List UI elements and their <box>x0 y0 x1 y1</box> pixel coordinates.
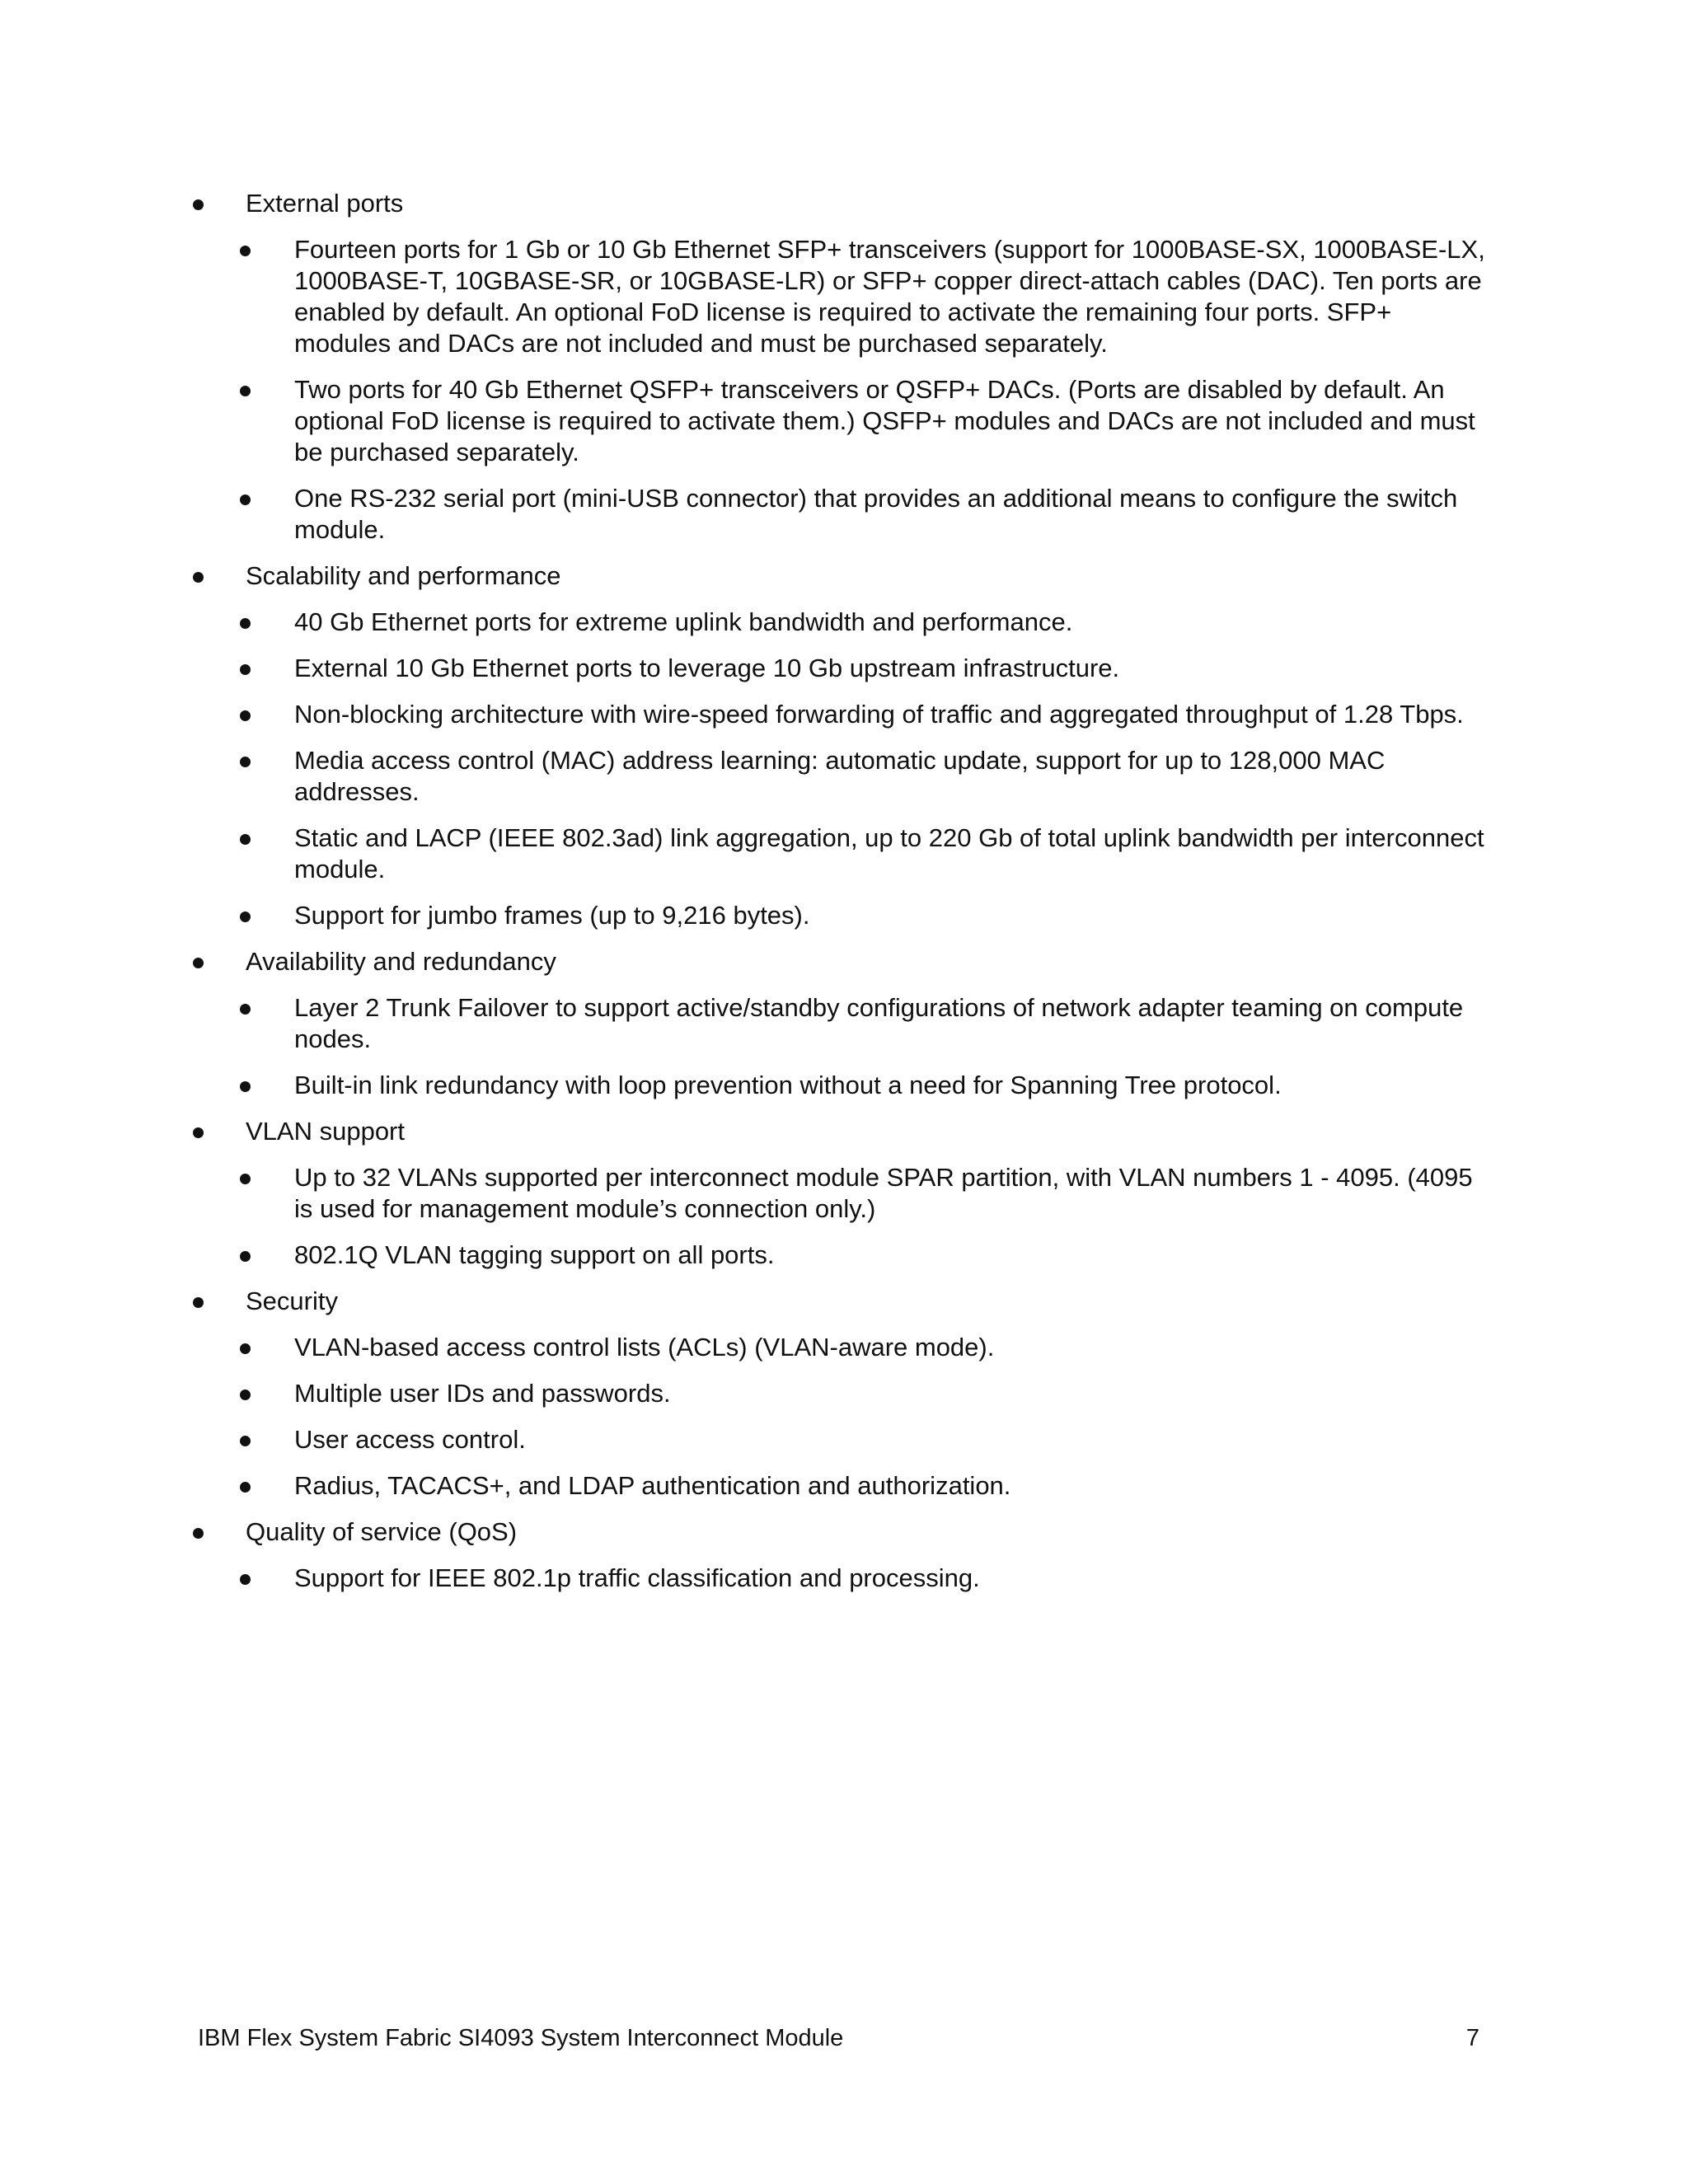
list-item-text: Support for jumbo frames (up to 9,216 bytes). <box>294 901 810 930</box>
section-qos <box>0 1516 1688 1594</box>
list-item <box>294 1470 1485 1502</box>
list-item <box>294 483 1485 546</box>
bullet-icon <box>193 1297 204 1308</box>
bullet-icon <box>240 912 251 922</box>
list-item <box>294 1162 1485 1225</box>
section-title: Security <box>246 1286 338 1315</box>
feature-list <box>0 188 1688 1609</box>
bullet-icon <box>240 1251 251 1262</box>
bullet-icon <box>193 199 204 210</box>
section-heading <box>246 560 1482 592</box>
list-item-text: Support for IEEE 802.1p traffic classification and processing. <box>294 1563 980 1592</box>
list-item-text: Media access control (MAC) address learning: automatic update, support for up to 128,000 MAC addresses. <box>294 746 1386 806</box>
list-item <box>294 1378 1485 1409</box>
bullet-icon <box>193 1127 204 1138</box>
section-availability <box>0 946 1688 1101</box>
list-item-text: 802.1Q VLAN tagging support on all ports. <box>294 1240 775 1269</box>
section-vlan-support <box>0 1116 1688 1271</box>
bullet-icon <box>193 1528 204 1539</box>
list-item-text: Radius, TACACS+, and LDAP authentication and authorization. <box>294 1471 1011 1500</box>
section-title: Availability and redundancy <box>246 947 556 976</box>
list-item-text: Built-in link redundancy with loop prevention without a need for Spanning Tree protocol. <box>294 1071 1282 1099</box>
list-item <box>294 900 1485 931</box>
page-number: 7 <box>1465 2025 1479 2051</box>
bullet-icon <box>240 710 251 721</box>
list-item <box>294 745 1485 808</box>
list-item-text: Fourteen ports for 1 Gb or 10 Gb Ethernet SFP+ transceivers (support for 1000BASE-SX, 1000BASE-LX, 1000BASE-T, 10GBASE-SR, or 10GBASE-LR) or SFP+ copper direct-attach cables (DAC). Ten ports are enabled by default. An optional FoD license is required to activate the remaining four ports. SFP+ modules and DACs are not included and must be purchased separately. <box>294 235 1485 358</box>
section-heading <box>246 1516 1482 1548</box>
list-item-text: User access control. <box>294 1425 526 1454</box>
section-security <box>0 1286 1688 1502</box>
list-item <box>294 374 1485 468</box>
list-item-text: 40 Gb Ethernet ports for extreme uplink bandwidth and performance. <box>294 607 1073 636</box>
list-item-text: Multiple user IDs and passwords. <box>294 1379 671 1408</box>
bullet-icon <box>240 1482 251 1493</box>
bullet-icon <box>240 1436 251 1446</box>
list-item-text: External 10 Gb Ethernet ports to leverage 10 Gb upstream infrastructure. <box>294 654 1120 682</box>
list-item-text: Up to 32 VLANs supported per interconnect module SPAR partition, with VLAN numbers 1 - 4095. (4095 is used for management module’s connection only.) <box>294 1163 1473 1223</box>
list-item <box>294 1240 1485 1271</box>
list-item-text: VLAN-based access control lists (ACLs) (VLAN-aware mode). <box>294 1333 995 1361</box>
bullet-icon <box>240 1390 251 1400</box>
list-item-text: One RS-232 serial port (mini-USB connector) that provides an additional means to configure the switch module. <box>294 484 1458 544</box>
list-item-text: Layer 2 Trunk Failover to support active/standby configurations of network adapter teaming on compute nodes. <box>294 993 1464 1053</box>
bullet-icon <box>240 1174 251 1184</box>
section-heading <box>246 946 1482 977</box>
section-scalability <box>0 560 1688 931</box>
bullet-icon <box>240 246 251 256</box>
bullet-icon <box>240 757 251 767</box>
bullet-icon <box>240 1574 251 1585</box>
section-title: VLAN support <box>246 1117 405 1146</box>
bullet-icon <box>193 958 204 968</box>
bullet-icon <box>240 834 251 845</box>
list-item-text: Two ports for 40 Gb Ethernet QSFP+ transceivers or QSFP+ DACs. (Ports are disabled by default. An optional FoD license is required to activate them.) QSFP+ modules and DACs are not included and must be purchased separately. <box>294 375 1475 466</box>
section-heading <box>246 1286 1482 1317</box>
bullet-icon <box>240 664 251 675</box>
section-title: Quality of service (QoS) <box>246 1517 518 1546</box>
section-title: Scalability and performance <box>246 561 561 590</box>
list-item <box>294 1424 1485 1455</box>
bullet-icon <box>240 386 251 396</box>
list-item <box>294 607 1485 638</box>
bullet-icon <box>240 1004 251 1015</box>
section-title: External ports <box>246 189 404 218</box>
bullet-icon <box>240 1081 251 1092</box>
list-item <box>294 699 1485 730</box>
list-item <box>294 234 1485 359</box>
section-heading <box>246 188 1482 219</box>
bullet-icon <box>240 494 251 505</box>
list-item <box>294 653 1485 684</box>
bullet-icon <box>240 1343 251 1354</box>
section-heading <box>246 1116 1482 1147</box>
bullet-icon <box>193 572 204 583</box>
list-item-text: Non-blocking architecture with wire-speed forwarding of traffic and aggregated throughput of 1.28 Tbps. <box>294 700 1464 729</box>
list-item <box>294 1332 1485 1363</box>
footer-document-title: IBM Flex System Fabric SI4093 System Interconnect Module <box>198 2025 844 2051</box>
bullet-icon <box>240 618 251 629</box>
list-item <box>294 992 1485 1055</box>
list-item <box>294 1563 1485 1594</box>
list-item <box>294 823 1485 885</box>
list-item-text: Static and LACP (IEEE 802.3ad) link aggregation, up to 220 Gb of total uplink bandwidth per interconnect module. <box>294 823 1484 883</box>
section-external-ports <box>0 188 1688 546</box>
list-item <box>294 1070 1485 1101</box>
